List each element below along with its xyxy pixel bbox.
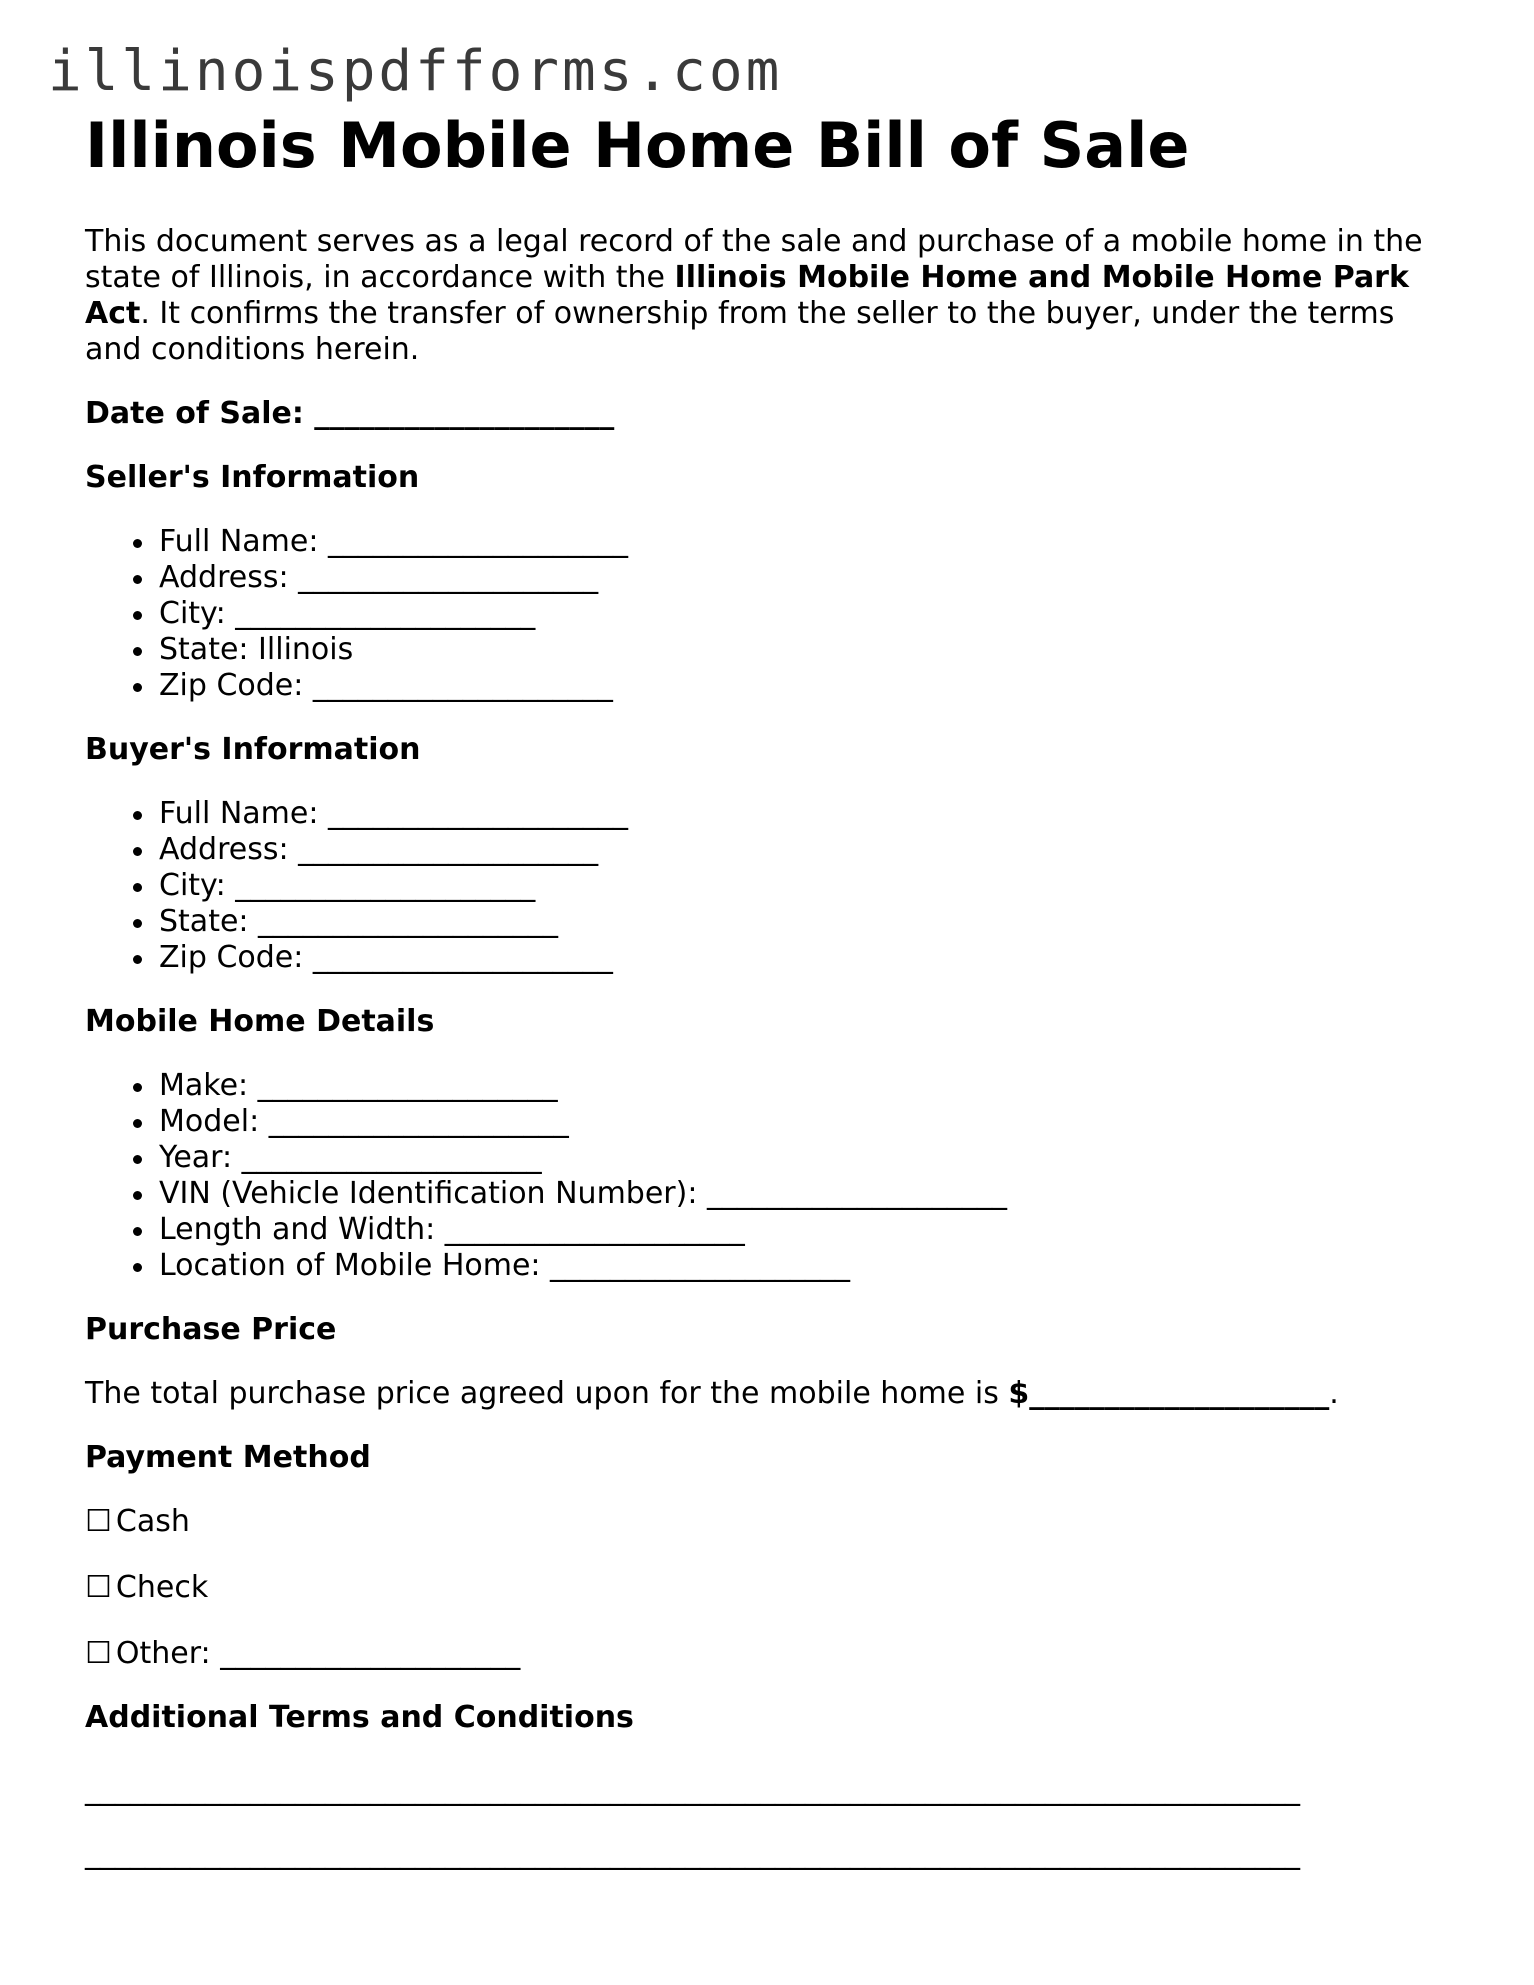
purchase-price-text: The total purchase price agreed upon for the mobile home is: [85, 1376, 1009, 1411]
intro-paragraph: [85, 224, 1455, 368]
terms-line-1[interactable]: _________________________________________________________________________________: [85, 1772, 1300, 1807]
buyer-city-field[interactable]: City: ____________________: [159, 868, 1455, 904]
home-model-field[interactable]: Model: ____________________: [159, 1104, 1455, 1140]
buyer-heading: Buyer's Information: [85, 732, 421, 767]
intro-act-name: Illinois Mobile Home and Mobile Home Park Act: [85, 260, 1409, 331]
checkbox-icon[interactable]: ☐: [85, 1504, 112, 1539]
additional-terms-heading: Additional Terms and Conditions: [85, 1700, 634, 1735]
seller-zip-field[interactable]: Zip Code: ____________________: [159, 668, 1455, 704]
checkbox-icon[interactable]: ☐: [85, 1570, 112, 1605]
seller-list: [85, 524, 1455, 704]
home-details-heading: Mobile Home Details: [85, 1004, 435, 1039]
payment-option-cash[interactable]: [85, 1504, 1455, 1540]
page-title: Illinois Mobile Home Bill of Sale: [85, 109, 1190, 182]
seller-heading: Seller's Information: [85, 460, 420, 495]
seller-full-name-field[interactable]: Full Name: ____________________: [159, 524, 1455, 560]
home-year-field[interactable]: Year: ____________________: [159, 1140, 1455, 1176]
date-of-sale-field[interactable]: Date of Sale: ____________________: [85, 396, 615, 431]
buyer-full-name-field[interactable]: Full Name: ____________________: [159, 796, 1455, 832]
payment-option-check[interactable]: [85, 1570, 1455, 1606]
buyer-state-field[interactable]: State: ____________________: [159, 904, 1455, 940]
purchase-price-field[interactable]: $____________________: [1008, 1376, 1330, 1411]
seller-address-field[interactable]: Address: ____________________: [159, 560, 1455, 596]
home-make-field[interactable]: Make: ____________________: [159, 1068, 1455, 1104]
buyer-address-field[interactable]: Address: ____________________: [159, 832, 1455, 868]
intro-text-before: This document serves as a legal record of the sale and purchase of a mobile home in the state of Illinois, in accordance with the: [85, 224, 1423, 295]
purchase-price-period: .: [1329, 1376, 1339, 1411]
purchase-price-heading: Purchase Price: [85, 1312, 337, 1347]
payment-options: [85, 1504, 1455, 1672]
buyer-list: [85, 796, 1455, 976]
checkbox-icon[interactable]: ☐: [85, 1636, 112, 1671]
payment-option-other[interactable]: [85, 1636, 1455, 1672]
payment-method-heading: Payment Method: [85, 1440, 371, 1475]
payment-option-label[interactable]: Other: ____________________: [115, 1636, 521, 1671]
purchase-price-paragraph: [85, 1376, 1455, 1412]
terms-line-2[interactable]: _________________________________________________________________________________: [85, 1836, 1300, 1871]
document: [85, 108, 1455, 1872]
payment-option-label: Cash: [115, 1504, 190, 1539]
home-details-list: [85, 1068, 1455, 1284]
home-length-width-field[interactable]: Length and Width: ____________________: [159, 1212, 1455, 1248]
home-location-field[interactable]: Location of Mobile Home: ____________________: [159, 1248, 1455, 1284]
home-vin-field[interactable]: VIN (Vehicle Identification Number): ____________________: [159, 1176, 1455, 1212]
watermark: illinoispdfforms.com: [48, 39, 783, 104]
buyer-zip-field[interactable]: Zip Code: ____________________: [159, 940, 1455, 976]
seller-city-field[interactable]: City: ____________________: [159, 596, 1455, 632]
payment-option-label: Check: [115, 1570, 209, 1605]
intro-text-after: . It confirms the transfer of ownership from the seller to the buyer, under the terms and conditions herein.: [85, 296, 1395, 367]
seller-state-field: State: Illinois: [159, 632, 1455, 668]
